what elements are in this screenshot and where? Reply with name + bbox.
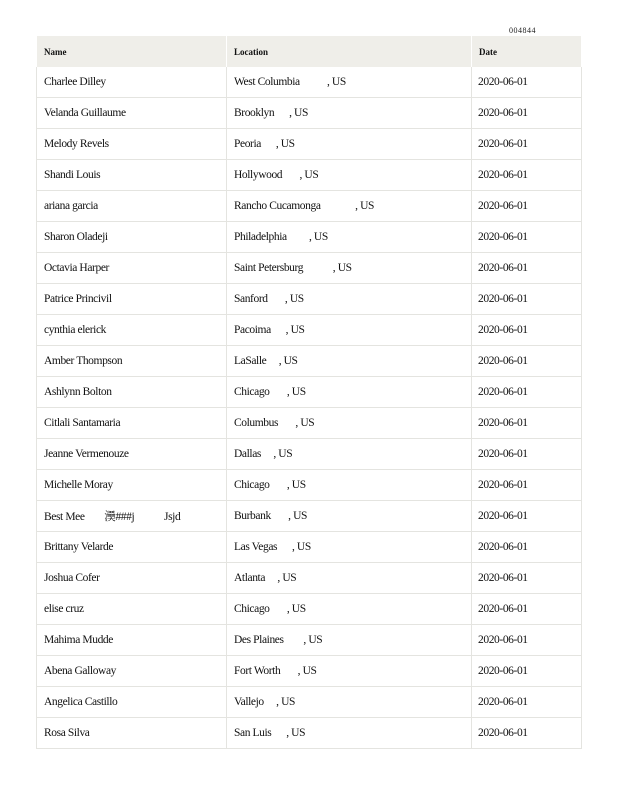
cell-location: Peoria , US xyxy=(227,129,472,160)
table-row xyxy=(37,98,582,129)
cell-location: West Columbia , US xyxy=(227,67,472,98)
cell-name: Best Mee 㶔###j Jsjd xyxy=(37,501,227,532)
cell-date: 2020-06-01 xyxy=(472,656,582,687)
cell-date: 2020-06-01 xyxy=(472,315,582,346)
table-row xyxy=(37,687,582,718)
cell-name: Patrice Princivil xyxy=(37,284,227,315)
table-row xyxy=(37,439,582,470)
cell-date: 2020-06-01 xyxy=(472,129,582,160)
cell-date: 2020-06-01 xyxy=(472,625,582,656)
table-row xyxy=(37,67,582,98)
table-row xyxy=(37,222,582,253)
cell-location: Vallejo , US xyxy=(227,687,472,718)
cell-name: Citlali Santamaria xyxy=(37,408,227,439)
cell-location: Chicago , US xyxy=(227,377,472,408)
table-row xyxy=(37,532,582,563)
cell-location: Dallas , US xyxy=(227,439,472,470)
table-row xyxy=(37,284,582,315)
cell-name: Velanda Guillaume xyxy=(37,98,227,129)
table-row xyxy=(37,346,582,377)
cell-name: Joshua Cofer xyxy=(37,563,227,594)
cell-name: Amber Thompson xyxy=(37,346,227,377)
cell-name: cynthia elerick xyxy=(37,315,227,346)
page-number: 004844 xyxy=(509,26,536,35)
cell-name: Ashlynn Bolton xyxy=(37,377,227,408)
cell-date: 2020-06-01 xyxy=(472,594,582,625)
cell-name: elise cruz xyxy=(37,594,227,625)
cell-location: Columbus , US xyxy=(227,408,472,439)
cell-location: Las Vegas , US xyxy=(227,532,472,563)
cell-name: Brittany Velarde xyxy=(37,532,227,563)
cell-date: 2020-06-01 xyxy=(472,98,582,129)
cell-name: Shandi Louis xyxy=(37,160,227,191)
table-row xyxy=(37,253,582,284)
cell-date: 2020-06-01 xyxy=(472,191,582,222)
table-row xyxy=(37,501,582,532)
cell-date: 2020-06-01 xyxy=(472,284,582,315)
cell-location: Fort Worth , US xyxy=(227,656,472,687)
column-header-name: Name xyxy=(37,36,227,67)
table-body xyxy=(37,67,582,749)
table-row xyxy=(37,160,582,191)
cell-location: Burbank , US xyxy=(227,501,472,532)
cell-location: Saint Petersburg , US xyxy=(227,253,472,284)
cell-date: 2020-06-01 xyxy=(472,470,582,501)
cell-date: 2020-06-01 xyxy=(472,439,582,470)
column-header-date: Date xyxy=(472,36,582,67)
cell-name: Angelica Castillo xyxy=(37,687,227,718)
cell-name: ariana garcia xyxy=(37,191,227,222)
table-row xyxy=(37,718,582,749)
cell-location: Des Plaines , US xyxy=(227,625,472,656)
cell-name: Sharon Oladeji xyxy=(37,222,227,253)
cell-date: 2020-06-01 xyxy=(472,408,582,439)
cell-location: Pacoima , US xyxy=(227,315,472,346)
table-row xyxy=(37,191,582,222)
cell-date: 2020-06-01 xyxy=(472,160,582,191)
cell-name: Jeanne Vermenouze xyxy=(37,439,227,470)
header-row xyxy=(37,36,582,67)
table-row xyxy=(37,129,582,160)
table-header xyxy=(37,36,582,67)
table-row xyxy=(37,377,582,408)
cell-date: 2020-06-01 xyxy=(472,718,582,749)
cell-location: San Luis , US xyxy=(227,718,472,749)
cell-name: Melody Revels xyxy=(37,129,227,160)
cell-name: Abena Galloway xyxy=(37,656,227,687)
cell-name: Rosa Silva xyxy=(37,718,227,749)
cell-location: Brooklyn , US xyxy=(227,98,472,129)
table-row xyxy=(37,315,582,346)
table-row xyxy=(37,594,582,625)
cell-date: 2020-06-01 xyxy=(472,377,582,408)
cell-location: Rancho Cucamonga , US xyxy=(227,191,472,222)
cell-date: 2020-06-01 xyxy=(472,687,582,718)
column-header-location: Location xyxy=(227,36,472,67)
table-row xyxy=(37,408,582,439)
cell-date: 2020-06-01 xyxy=(472,501,582,532)
cell-name: Charlee Dilley xyxy=(37,67,227,98)
table-row xyxy=(37,625,582,656)
cell-location: Chicago , US xyxy=(227,470,472,501)
cell-location: Atlanta , US xyxy=(227,563,472,594)
cell-location: Chicago , US xyxy=(227,594,472,625)
cell-name: Octavia Harper xyxy=(37,253,227,284)
table-row xyxy=(37,656,582,687)
cell-date: 2020-06-01 xyxy=(472,222,582,253)
table-row xyxy=(37,563,582,594)
cell-name: Mahima Mudde xyxy=(37,625,227,656)
cell-date: 2020-06-01 xyxy=(472,346,582,377)
cell-date: 2020-06-01 xyxy=(472,532,582,563)
cell-location: LaSalle , US xyxy=(227,346,472,377)
cell-location: Philadelphia , US xyxy=(227,222,472,253)
cell-date: 2020-06-01 xyxy=(472,253,582,284)
table-row xyxy=(37,470,582,501)
signers-table xyxy=(36,36,582,749)
cell-date: 2020-06-01 xyxy=(472,67,582,98)
cell-date: 2020-06-01 xyxy=(472,563,582,594)
cell-location: Hollywood , US xyxy=(227,160,472,191)
cell-location: Sanford , US xyxy=(227,284,472,315)
cell-name: Michelle Moray xyxy=(37,470,227,501)
